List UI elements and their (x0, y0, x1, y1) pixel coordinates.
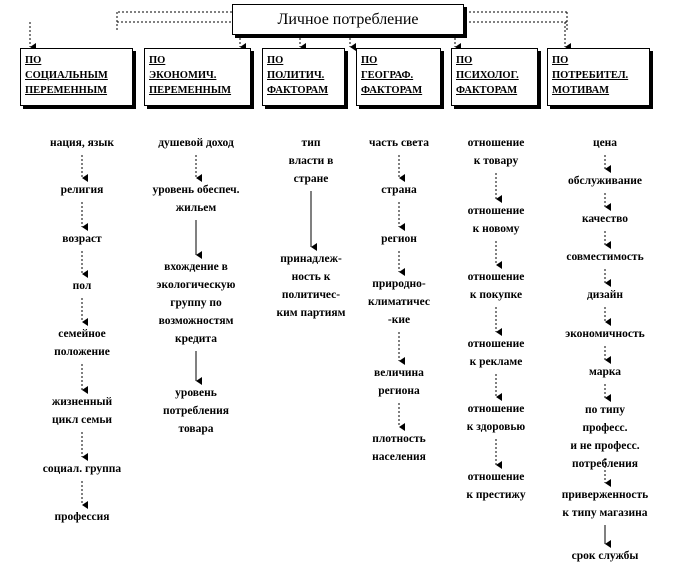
factor-item: отношение к товару (467, 137, 525, 167)
factor-item: семейное положение (54, 328, 110, 358)
factor-item: отношение к здоровью (466, 403, 526, 433)
factor-item: регион (381, 233, 417, 245)
factor-item: возраст (62, 233, 102, 245)
factor-item: религия (60, 184, 104, 196)
factor-item: цена (592, 137, 618, 149)
factor-item: социал. группа (42, 463, 122, 475)
root-node-title: Личное потребление (232, 4, 464, 35)
factor-item: нация, язык (49, 137, 115, 149)
factor-item: срок службы (571, 550, 639, 562)
factor-item: профессия (54, 511, 110, 523)
category-header-6: ПО ПОТРЕБИТЕЛ. МОТИВАМ (547, 48, 650, 106)
factor-item: величина региона (374, 367, 424, 397)
category-header-1: ПО СОЦИАЛЬНЫМ ПЕРЕМЕННЫМ (20, 48, 133, 106)
category-header-3: ПО ПОЛИТИЧ. ФАКТОРАМ (262, 48, 345, 106)
factor-item: экономичность (565, 328, 645, 340)
category-header-4: ПО ГЕОГРАФ. ФАКТОРАМ (356, 48, 441, 106)
factor-item: отношение к новому (467, 205, 525, 235)
factor-item: принадлеж- ность к политичес- ким партиям (276, 253, 346, 319)
factor-item: марка (588, 366, 622, 378)
factor-item: плотность населения (372, 433, 426, 463)
factor-item: страна (381, 184, 417, 196)
factor-item: уровень потребления товара (162, 387, 230, 435)
factor-item: качество (581, 213, 629, 225)
factor-item: отношение к рекламе (467, 338, 525, 368)
factor-item: обслуживание (568, 175, 642, 187)
factor-item: вхождение в экологическую группу по возможностям кредита (156, 261, 236, 345)
factor-item: душевой доход (158, 137, 234, 149)
factor-item: тип власти в стране (288, 137, 334, 185)
category-header-2: ПО ЭКОНОМИЧ. ПЕРЕМЕННЫМ (144, 48, 251, 106)
factor-item: отношение к покупке (467, 271, 525, 301)
factor-item: приверженность к типу магазина (561, 489, 649, 519)
factor-item: по типу професс. и не професс. потребления (570, 404, 640, 470)
category-header-5: ПО ПСИХОЛОГ. ФАКТОРАМ (451, 48, 538, 106)
factor-item: дизайн (586, 289, 624, 301)
factor-item: уровень обеспеч. жильем (152, 184, 240, 214)
factor-item: часть света (369, 137, 429, 149)
factor-item: природно- климатичес -кие (367, 278, 431, 326)
factor-item: совместимость (566, 251, 644, 263)
factor-item: жизненный цикл семьи (51, 396, 113, 426)
factor-item: пол (72, 280, 92, 292)
factor-item: отношение к престижу (466, 471, 526, 501)
